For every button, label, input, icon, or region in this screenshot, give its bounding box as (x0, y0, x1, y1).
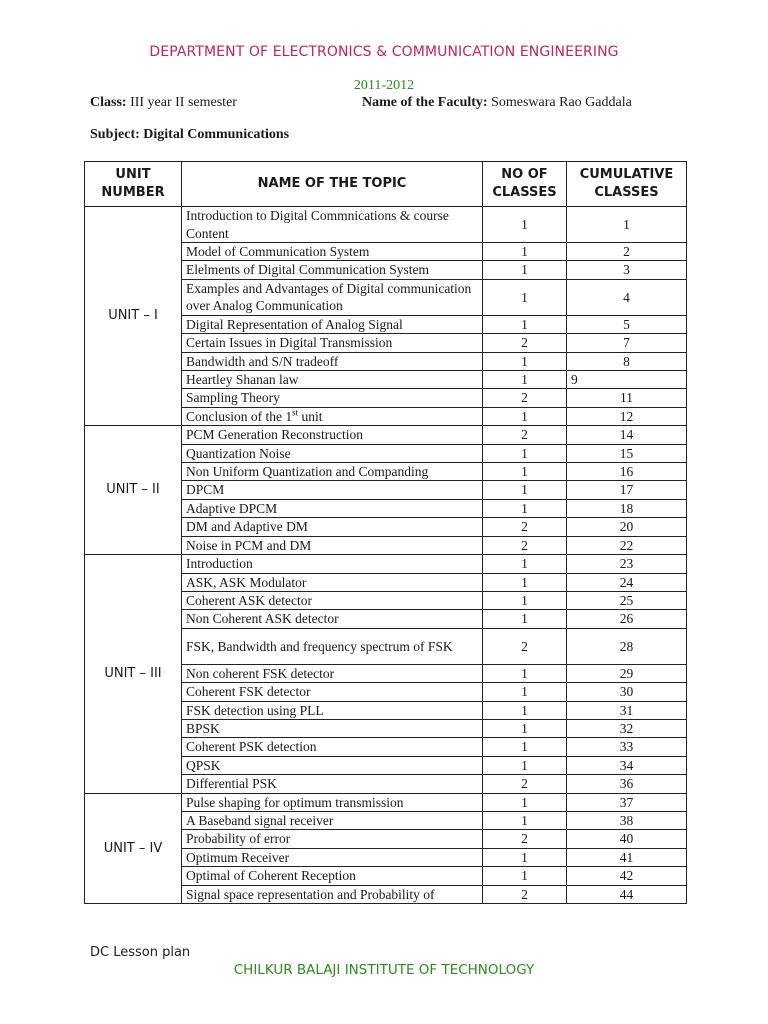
cumulative-classes-cell: 22 (567, 536, 687, 554)
no-of-classes-cell: 1 (483, 315, 567, 333)
no-of-classes-cell: 1 (483, 499, 567, 517)
topic-text: A Baseband signal receiver (186, 812, 334, 828)
cumulative-classes-cell: 34 (567, 756, 687, 774)
no-of-classes-cell: 1 (483, 207, 567, 243)
unit-number-cell: UNIT – II (85, 426, 182, 555)
topic-cell (182, 793, 483, 811)
cumulative-classes-cell: 5 (567, 315, 687, 333)
topic-text: Coherent FSK detector (186, 684, 311, 700)
topic-text: Non coherent FSK detector (186, 665, 335, 681)
class-line (90, 95, 237, 111)
cumulative-classes-cell: 16 (567, 463, 687, 481)
cumulative-classes-cell: 15 (567, 444, 687, 462)
topic-cell (182, 371, 483, 389)
no-of-classes-cell: 1 (483, 867, 567, 885)
topic-cell (182, 352, 483, 370)
no-of-classes-cell: 2 (483, 628, 567, 664)
academic-year: 2011-2012 (353, 78, 415, 93)
no-of-classes-cell: 1 (483, 444, 567, 462)
topic-cell (182, 499, 483, 517)
topic-text: Introduction (186, 556, 253, 572)
no-of-classes-cell: 2 (483, 389, 567, 407)
header-unit-number: UNIT NUMBER (85, 162, 182, 207)
cumulative-classes-cell: 33 (567, 738, 687, 756)
no-of-classes-cell: 1 (483, 811, 567, 829)
cumulative-classes-cell: 24 (567, 573, 687, 591)
topic-cell (182, 243, 483, 261)
header-no-of-classes: NO OF CLASSES (483, 162, 567, 207)
header-topic-name: NAME OF THE TOPIC (182, 162, 483, 207)
topic-cell (182, 444, 483, 462)
topic-text-tail: unit (298, 408, 323, 424)
topic-text: Coherent PSK detection (186, 739, 317, 755)
topic-cell (182, 830, 483, 848)
topic-text: Differential PSK (186, 776, 277, 792)
topic-cell (182, 555, 483, 573)
cumulative-classes-cell: 36 (567, 775, 687, 793)
topic-text: Non Coherent ASK detector (186, 611, 339, 627)
no-of-classes-cell: 1 (483, 738, 567, 756)
cumulative-classes-cell: 29 (567, 664, 687, 682)
no-of-classes-cell: 1 (483, 555, 567, 573)
footer-lesson-plan-label: DC Lesson plan (90, 945, 191, 960)
topic-cell (182, 756, 483, 774)
subject-title: Subject: Digital Communications (90, 127, 290, 142)
topic-cell (182, 573, 483, 591)
no-of-classes-cell: 1 (483, 756, 567, 774)
topic-text: Signal space representation and Probability of (186, 886, 435, 902)
topic-text: ASK, ASK Modulator (186, 574, 307, 590)
no-of-classes-cell: 2 (483, 426, 567, 444)
topic-text: Quantization Noise (186, 445, 291, 461)
cumulative-classes-cell: 20 (567, 518, 687, 536)
topic-cell (182, 885, 483, 903)
no-of-classes-cell: 2 (483, 830, 567, 848)
header-cumulative-classes: CUMULATIVE CLASSES (567, 162, 687, 207)
cumulative-classes-cell: 28 (567, 628, 687, 664)
topic-text: Bandwidth and S/N tradeoff (186, 353, 339, 369)
cumulative-classes-cell: 2 (567, 243, 687, 261)
topic-text: Adaptive DPCM (186, 500, 278, 516)
class-label: Class: (90, 95, 127, 110)
topic-text: DM and Adaptive DM (186, 519, 308, 535)
topic-text: Examples and Advantages of Digital communication over Analog Communication (186, 280, 472, 314)
table-row (85, 207, 687, 243)
cumulative-classes-cell: 14 (567, 426, 687, 444)
topic-cell (182, 334, 483, 352)
cumulative-classes-cell: 42 (567, 867, 687, 885)
topic-cell (182, 775, 483, 793)
cumulative-classes-cell: 26 (567, 610, 687, 628)
topic-superscript: st (292, 407, 299, 418)
topic-cell (182, 811, 483, 829)
no-of-classes-cell: 1 (483, 664, 567, 682)
footer-institute-name: CHILKUR BALAJI INSTITUTE OF TECHNOLOGY (233, 962, 535, 978)
faculty-line (362, 95, 632, 111)
topic-text: Optimal of Coherent Reception (186, 868, 356, 884)
unit-number-cell: UNIT – IV (85, 793, 182, 903)
cumulative-classes-cell: 7 (567, 334, 687, 352)
cumulative-classes-cell: 4 (567, 279, 687, 315)
topic-cell (182, 407, 483, 425)
faculty-value: Someswara Rao Gaddala (491, 95, 632, 110)
no-of-classes-cell: 1 (483, 243, 567, 261)
no-of-classes-cell: 2 (483, 334, 567, 352)
cumulative-classes-cell: 30 (567, 683, 687, 701)
unit-number-cell: UNIT – I (85, 207, 182, 426)
topic-cell (182, 463, 483, 481)
cumulative-classes-cell: 11 (567, 389, 687, 407)
topic-cell (182, 389, 483, 407)
cumulative-classes-cell: 8 (567, 352, 687, 370)
class-value: III year II semester (130, 95, 237, 110)
topic-text: QPSK (186, 757, 221, 773)
cumulative-classes-cell: 44 (567, 885, 687, 903)
topic-text: Non Uniform Quantization and Companding (186, 464, 429, 480)
no-of-classes-cell: 1 (483, 683, 567, 701)
cumulative-classes-cell: 17 (567, 481, 687, 499)
no-of-classes-cell: 2 (483, 536, 567, 554)
no-of-classes-cell: 1 (483, 793, 567, 811)
cumulative-classes-cell: 37 (567, 793, 687, 811)
no-of-classes-cell: 1 (483, 610, 567, 628)
topic-cell (182, 536, 483, 554)
topic-text: Noise in PCM and DM (186, 537, 312, 553)
cumulative-classes-cell: 32 (567, 719, 687, 737)
no-of-classes-cell: 1 (483, 591, 567, 609)
topic-text: FSK detection using PLL (186, 702, 324, 718)
topic-text: Certain Issues in Digital Transmission (186, 335, 393, 351)
unit-number-cell: UNIT – III (85, 555, 182, 793)
topic-text: Elelments of Digital Communication System (186, 262, 429, 278)
topic-text: Conclusion of the 1 (186, 408, 293, 424)
no-of-classes-cell: 2 (483, 518, 567, 536)
cumulative-classes-cell: 12 (567, 407, 687, 425)
faculty-label: Name of the Faculty: (362, 95, 488, 110)
cumulative-classes-cell: 38 (567, 811, 687, 829)
table-row (85, 555, 687, 573)
topic-cell (182, 279, 483, 315)
topic-text: Pulse shaping for optimum transmission (186, 794, 404, 810)
topic-cell (182, 848, 483, 866)
topic-text: Heartley Shanan law (186, 372, 299, 388)
topic-cell (182, 261, 483, 279)
no-of-classes-cell: 1 (483, 407, 567, 425)
topic-cell (182, 867, 483, 885)
cumulative-classes-cell: 9 (567, 371, 687, 389)
no-of-classes-cell: 1 (483, 719, 567, 737)
table-row (85, 426, 687, 444)
topic-text: Model of Communication System (186, 244, 370, 259)
no-of-classes-cell: 1 (483, 848, 567, 866)
topic-text: Introduction to Digital Commnications & course Content (186, 208, 449, 241)
no-of-classes-cell: 2 (483, 885, 567, 903)
topic-cell (182, 315, 483, 333)
topic-text: PCM Generation Reconstruction (186, 427, 363, 443)
topic-text: Optimum Receiver (186, 849, 290, 865)
cumulative-classes-cell: 25 (567, 591, 687, 609)
topic-cell (182, 481, 483, 499)
cumulative-classes-cell: 40 (567, 830, 687, 848)
department-title: DEPARTMENT OF ELECTRONICS & COMMUNICATION ENGINEERING (149, 44, 619, 60)
no-of-classes-cell: 1 (483, 279, 567, 315)
cumulative-classes-cell: 41 (567, 848, 687, 866)
no-of-classes-cell: 1 (483, 352, 567, 370)
cumulative-classes-cell: 3 (567, 261, 687, 279)
lesson-plan-body (85, 207, 687, 904)
cumulative-classes-cell: 18 (567, 499, 687, 517)
no-of-classes-cell: 2 (483, 775, 567, 793)
table-header-row (85, 162, 687, 207)
topic-cell (182, 591, 483, 609)
topic-cell (182, 628, 483, 664)
topic-cell (182, 426, 483, 444)
no-of-classes-cell: 1 (483, 701, 567, 719)
topic-text: Sampling Theory (186, 390, 280, 406)
no-of-classes-cell: 1 (483, 371, 567, 389)
cumulative-classes-cell: 1 (567, 207, 687, 243)
table-row (85, 793, 687, 811)
no-of-classes-cell: 1 (483, 463, 567, 481)
topic-cell (182, 207, 483, 243)
topic-cell (182, 683, 483, 701)
no-of-classes-cell: 1 (483, 573, 567, 591)
topic-cell (182, 664, 483, 682)
topic-cell (182, 610, 483, 628)
topic-cell (182, 719, 483, 737)
no-of-classes-cell: 1 (483, 481, 567, 499)
topic-text: FSK, Bandwidth and frequency spectrum of FSK (186, 638, 453, 654)
topic-text: Coherent ASK detector (186, 592, 312, 608)
topic-text: DPCM (186, 482, 225, 498)
topic-cell (182, 518, 483, 536)
topic-text: Probability of error (186, 831, 291, 847)
topic-cell (182, 701, 483, 719)
cumulative-classes-cell: 23 (567, 555, 687, 573)
lesson-plan-table (84, 161, 687, 904)
no-of-classes-cell: 1 (483, 261, 567, 279)
cumulative-classes-cell: 31 (567, 701, 687, 719)
topic-text: BPSK (186, 720, 220, 736)
topic-text: Digital Representation of Analog Signal (186, 316, 403, 332)
topic-cell (182, 738, 483, 756)
